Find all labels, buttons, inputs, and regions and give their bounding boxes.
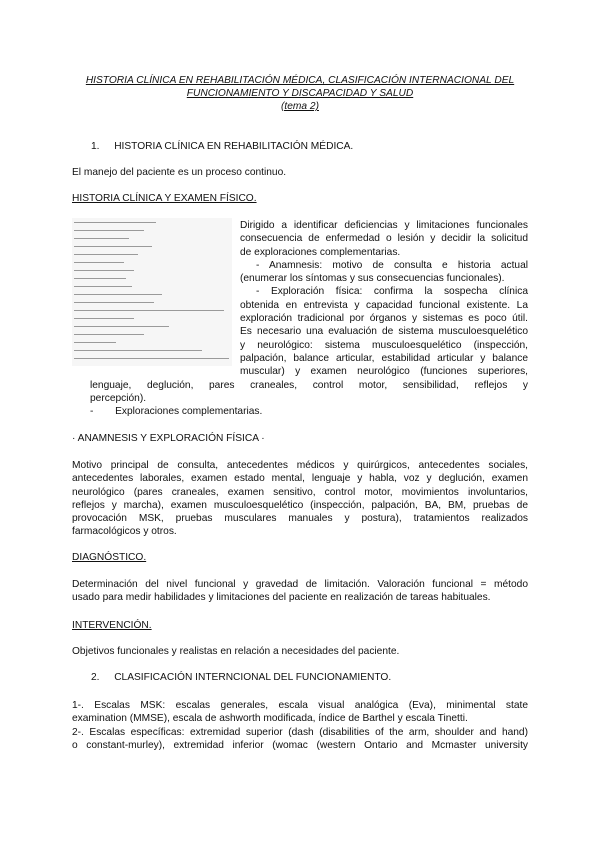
- historia-clinica-paragraph-cont: [90, 379, 528, 406]
- table-thumbnail-image: [72, 218, 232, 366]
- section-2-number: 2.: [91, 672, 100, 683]
- scales-line: 1-. Escalas MSK: escalas generales, escala visual analógica (Eva), minimental state: [72, 700, 528, 711]
- section-1-title: HISTORIA CLÍNICA EN REHABILITACIÓN MÉDICA.: [114, 141, 354, 152]
- section-1-number: 1.: [91, 141, 100, 152]
- diagnostico-heading: DIAGNÓSTICO.: [72, 552, 147, 563]
- historia-clinica-paragraph: [240, 219, 528, 379]
- hc-line: obtenida en entrevista y capacidad funcional existente. La: [240, 299, 528, 311]
- scales-line: o constant-murley), extremidad inferior (womac (western Ontario and Mcmaster university: [72, 739, 528, 751]
- anamnesis-line: neurológico (pares craneales, examen sensitivo, control motor, movimientos involuntarios,: [72, 486, 528, 498]
- scales-line: examination (MMSE), escala de ashworth modificada, índice de Barthel y escala Tinetti.: [72, 713, 468, 725]
- bullet-dash: -: [90, 406, 94, 417]
- title-line-2: FUNCIONAMIENTO Y DISCAPACIDAD Y SALUD: [186, 88, 414, 99]
- hc-line: de exploraciones complementarias.: [240, 246, 401, 258]
- anamnesis-heading: · ANAMNESIS Y EXPLORACIÓN FÍSICA ·: [72, 433, 265, 444]
- scales-line: 2-. Escalas específicas: extremidad superior (dash (disabilities of the arm, shoulder and hand): [72, 726, 528, 738]
- anamnesis-paragraph: [72, 459, 528, 539]
- intervencion-text: Objetivos funcionales y realistas en relación a necesidades del paciente.: [72, 646, 400, 657]
- diagnostico-paragraph: [72, 578, 528, 605]
- hc-line-exploracion: - Exploración física: confirma la sospecha clínica: [256, 286, 528, 298]
- anamnesis-line: provocación MSK, pruebas musculares manuales y postura), tratamientos realizados: [72, 513, 528, 525]
- escalas-paragraph: [72, 699, 528, 752]
- hc-line: y neurológico: sistema musculoesquelético (inspección,: [240, 339, 528, 351]
- historia-clinica-heading: HISTORIA CLÍNICA Y EXAMEN FÍSICO.: [72, 193, 257, 204]
- title-line-3: (tema 2): [281, 101, 319, 112]
- hc-line: percepción).: [90, 392, 147, 404]
- anamnesis-line: Motivo principal de consulta, antecedentes médicos y quirúrgicos, antecedentes sociales,: [72, 460, 528, 471]
- hc-line: exploración tradicional por órganos y sistemas es poco útil.: [240, 313, 528, 325]
- section-2-heading: [91, 671, 391, 684]
- hc-line: (enumerar los síntomas y sus consecuencias funcionales).: [240, 273, 505, 285]
- hc-line: consecuencia de enfermedad o lesión y decidir la solicitud: [240, 233, 528, 245]
- anamnesis-line: farmacológicos y otros.: [72, 526, 177, 538]
- bullet-exploraciones: [90, 405, 262, 418]
- title-line-1: HISTORIA CLÍNICA EN REHABILITACIÓN MÉDICA, CLASIFICACIÓN INTERNACIONAL DEL: [85, 75, 515, 86]
- anamnesis-line: antecedentes laborales, examen estado mental, lenguaje y habla, voz y deglución, examen: [72, 473, 528, 485]
- intervencion-heading: INTERVENCIÓN.: [72, 620, 152, 631]
- hc-line: Dirigido a identificar deficiencias y limitaciones funcionales: [240, 220, 528, 231]
- hc-line: Es necesario una evaluación de sistema musculoesquelético: [240, 326, 528, 338]
- bullet-text: Exploraciones complementarias.: [115, 406, 263, 417]
- hc-line-anamnesis: - Anamnesis: motivo de consulta e historia actual: [256, 259, 528, 271]
- hc-line: muscular) y examen neurológico (funciones superiores,: [240, 366, 528, 378]
- diag-line: usado para medir habilidades y limitaciones del paciente en realización de tareas habituales.: [72, 592, 491, 604]
- anamnesis-line: reflejos y marcha), examen musculoesquelético (inspección, palpación, BA, BM, pruebas de: [72, 499, 528, 511]
- section-2-title: CLASIFICACIÓN INTERNCIONAL DEL FUNCIONAMIENTO.: [114, 672, 392, 683]
- hc-line: lenguaje, deglución, pares craneales, control motor, sensibilidad, reflejos y: [90, 379, 528, 391]
- diag-line: Determinación del nivel funcional y gravedad de limitación. Valoración funcional = método: [72, 579, 528, 590]
- document-title: [70, 74, 530, 113]
- intro-text: El manejo del paciente es un proceso continuo.: [72, 167, 287, 178]
- section-1-heading: [91, 140, 353, 153]
- hc-line: palpación, balance articular, estabilidad articular y balance: [240, 352, 528, 364]
